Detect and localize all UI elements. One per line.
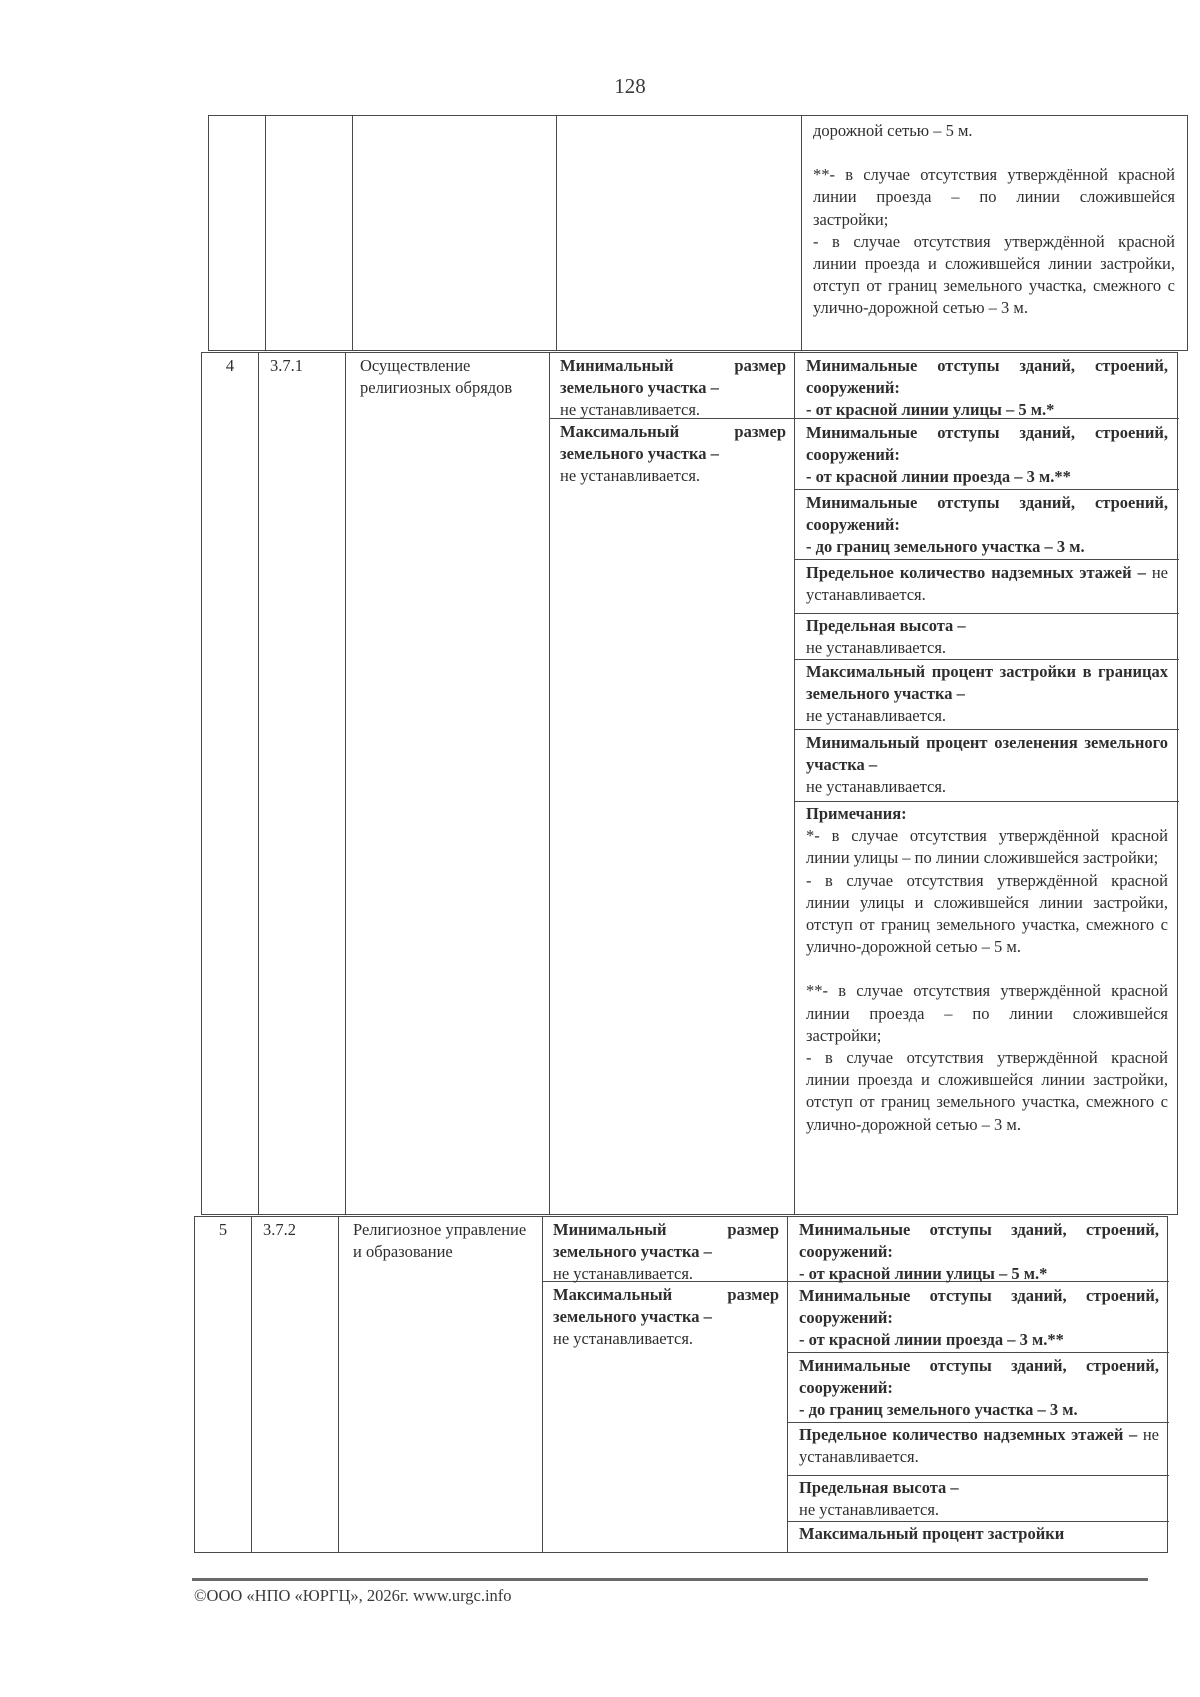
param-cell [806, 562, 1168, 606]
footer-copyright: ©ООО «НПО «ЮРГЦ», 2026г. www.urgc.info [194, 1586, 512, 1605]
param-value: - от красной линии улицы – 5 м.* [806, 400, 1055, 420]
min-size-cell [560, 355, 786, 422]
param-title: Минимальные отступы зданий, строений, сооружений: [799, 1356, 1159, 1398]
param-cell [799, 1219, 1159, 1286]
param-cell [799, 1477, 1159, 1521]
table-row [201, 352, 1178, 1215]
param-text [806, 562, 1168, 606]
max-size-value: не устанавливается. [553, 1329, 694, 1349]
param-value: - до границ земельного участка – 3 м. [799, 1400, 1078, 1420]
param-cell [806, 661, 1168, 728]
use-code: 3.7.2 [263, 1220, 296, 1239]
note-text: **- в случае отсутствия утверждённой красной линии проезда – по линии сложившейся застройки; [813, 165, 1175, 229]
use-name: Религиозное управление и образование [353, 1220, 527, 1262]
param-value: не устанавливается. [806, 563, 1168, 605]
max-size-cell [553, 1284, 779, 1351]
param-title: Максимальный процент застройки [799, 1524, 1065, 1543]
max-size-value: не устанавливается. [560, 466, 701, 486]
param-cell [799, 1523, 1159, 1545]
max-size-cell [560, 421, 786, 488]
table-continuation-block [208, 115, 1188, 351]
param-text [799, 1424, 1159, 1468]
param-cell [806, 355, 1168, 422]
notes-title: Примечания: [806, 804, 907, 823]
param-cell [806, 615, 1168, 659]
param-cell [799, 1285, 1159, 1352]
page-number: 128 [614, 74, 646, 98]
param-title: Предельная высота – [806, 616, 966, 635]
param-value: - от красной линии проезда – 3 м.** [806, 467, 1071, 487]
row-number: 4 [225, 356, 235, 375]
param-cell [799, 1424, 1159, 1468]
param-value: - от красной линии проезда – 3 м.** [799, 1330, 1064, 1350]
footer-divider [192, 1578, 1148, 1581]
note-text: *- в случае отсутствия утверждённой красной линии улицы – по линии сложившейся застройки; [806, 826, 1168, 868]
min-size-title: Минимальный размер земельного участка – [560, 356, 786, 398]
note-text: - в случае отсутствия утверждённой красной линии проезда и сложившейся линии застройки, отступ от границ земельного участка, смежного с улично-дорожной сетью – 3 м. [806, 1048, 1168, 1134]
min-size-cell [553, 1219, 779, 1286]
min-size-value: не устанавливается. [560, 400, 701, 420]
note-text: **- в случае отсутствия утверждённой красной линии проезда – по линии сложившейся застройки; [806, 981, 1168, 1045]
use-name: Осуществление религиозных обрядов [360, 356, 513, 398]
param-title: Минимальные отступы зданий, строений, сооружений: [799, 1286, 1159, 1328]
param-title: Минимальный процент озеленения земельного участка – [806, 733, 1168, 775]
param-title: Минимальные отступы зданий, строений, сооружений: [806, 423, 1168, 465]
param-value: не устанавливается. [806, 638, 947, 658]
param-value: - от красной линии улицы – 5 м.* [799, 1264, 1048, 1284]
param-cell [806, 492, 1168, 559]
param-title: Минимальные отступы зданий, строений, сооружений: [799, 1220, 1159, 1262]
param-cell [806, 732, 1168, 799]
param-value: - до границ земельного участка – 3 м. [806, 537, 1085, 557]
notes-continuation-cell [813, 120, 1175, 320]
max-size-title: Максимальный размер земельного участка – [560, 422, 786, 464]
param-title: Предельное количество надземных этажей – [806, 563, 1146, 582]
param-cell [806, 422, 1168, 489]
max-size-title: Максимальный размер земельного участка – [553, 1285, 779, 1327]
param-title: Предельная высота – [799, 1478, 959, 1497]
note-text: дорожной сетью – 5 м. [813, 121, 973, 140]
param-value: не устанавливается. [806, 777, 947, 797]
param-title: Минимальные отступы зданий, строений, сооружений: [806, 356, 1168, 398]
use-code: 3.7.1 [270, 356, 303, 375]
param-cell [799, 1355, 1159, 1422]
param-title: Минимальные отступы зданий, строений, сооружений: [806, 493, 1168, 535]
note-text: - в случае отсутствия утверждённой красной линии проезда и сложившейся линии застройки, отступ от границ земельного участка, смежного с улично-дорожной сетью – 3 м. [813, 231, 1175, 318]
param-title: Предельное количество надземных этажей – [799, 1425, 1138, 1444]
param-title: Максимальный процент застройки в границах земельного участка – [806, 662, 1168, 704]
table-row [194, 1216, 1168, 1553]
min-size-title: Минимальный размер земельного участка – [553, 1220, 779, 1262]
note-text: - в случае отсутствия утверждённой красной линии улицы и сложившейся линии застройки, отступ от границ земельного участка, смежного с улично-дорожной сетью – 5 м. [806, 870, 1168, 957]
param-value: не устанавливается. [806, 706, 947, 726]
param-value: не устанавливается. [799, 1425, 1159, 1467]
min-size-value: не устанавливается. [553, 1264, 694, 1284]
notes-cell [806, 803, 1168, 1136]
row-number: 5 [218, 1220, 228, 1239]
param-value: не устанавливается. [799, 1500, 940, 1520]
